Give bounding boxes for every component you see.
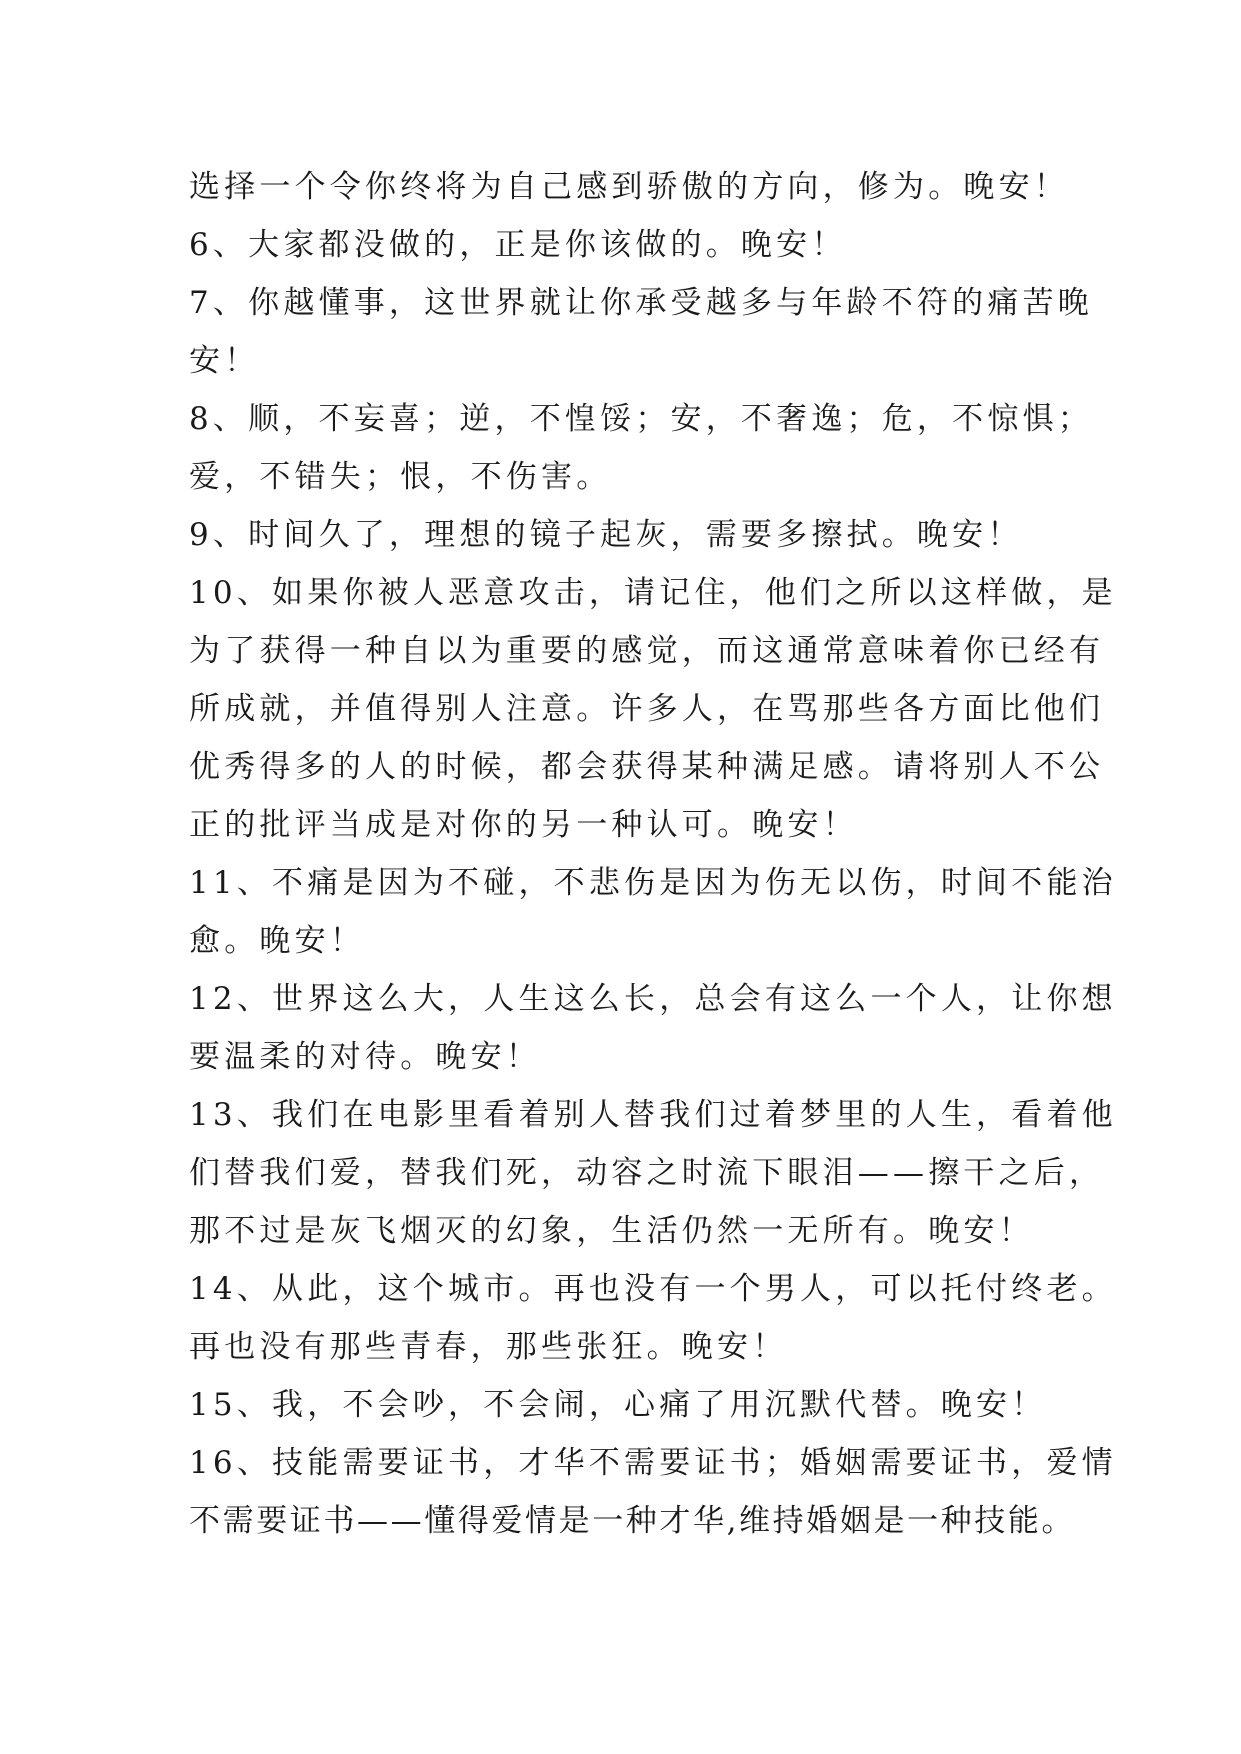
text-line-12: 正的批评当成是对你的另一种认可。晚安！ — [189, 807, 858, 843]
text-line-17: 13、我们在电影里看着别人替我们过着梦里的人生，看着他 — [189, 1097, 1117, 1133]
text-line-18: 们替我们爱，替我们死，动容之时流下眼泪——擦干之后， — [189, 1155, 1105, 1191]
text-line-22: 15、我，不会吵，不会闹，心痛了用沉默代替。晚安！ — [189, 1387, 1047, 1423]
text-line-13: 11、不痛是因为不碰，不悲伤是因为伤无以伤，时间不能治 — [189, 865, 1117, 901]
text-line-2: 6、大家都没做的，正是你该做的。晚安！ — [189, 227, 847, 263]
text-line-9: 为了获得一种自以为重要的感觉，而这通常意味着你已经有 — [189, 633, 1105, 669]
text-line-4: 安！ — [189, 343, 260, 379]
text-line-21: 再也没有那些青春，那些张狂。晚安！ — [189, 1329, 788, 1365]
text-line-15: 12、世界这么大，人生这么长，总会有这么一个人，让你想 — [189, 981, 1117, 1017]
text-line-23: 16、技能需要证书，才华不需要证书；婚姻需要证书，爱情 — [189, 1445, 1117, 1481]
text-line-6: 爱，不错失；恨，不伤害。 — [189, 459, 612, 495]
text-line-8: 10、如果你被人恶意攻击，请记住，他们之所以这样做，是 — [189, 575, 1117, 611]
text-line-5: 8、顺，不妄喜；逆，不惶馁；安，不奢逸；危，不惊惧； — [189, 401, 1093, 437]
text-line-7: 9、时间久了，理想的镜子起灰，需要多擦拭。晚安！ — [189, 517, 1023, 553]
text-line-20: 14、从此，这个城市。再也没有一个男人，可以托付终老。 — [189, 1271, 1117, 1307]
text-line-11: 优秀得多的人的时候，都会获得某种满足感。请将别人不公 — [189, 749, 1105, 785]
document-body — [189, 158, 1117, 1550]
text-line-1: 选择一个令你终将为自己感到骄傲的方向，修为。晚安！ — [189, 169, 1069, 205]
text-line-24: 不需要证书——懂得爱情是一种才华,维持婚姻是一种技能。 — [189, 1503, 1076, 1539]
text-line-3: 7、你越懂事，这世界就让你承受越多与年龄不符的痛苦晚 — [189, 285, 1093, 321]
text-line-10: 所成就，并值得别人注意。许多人，在骂那些各方面比他们 — [189, 691, 1105, 727]
text-line-14: 愈。晚安！ — [189, 923, 365, 959]
text-line-19: 那不过是灰飞烟灭的幻象，生活仍然一无所有。晚安！ — [189, 1213, 1034, 1249]
text-line-16: 要温柔的对待。晚安！ — [189, 1039, 541, 1075]
